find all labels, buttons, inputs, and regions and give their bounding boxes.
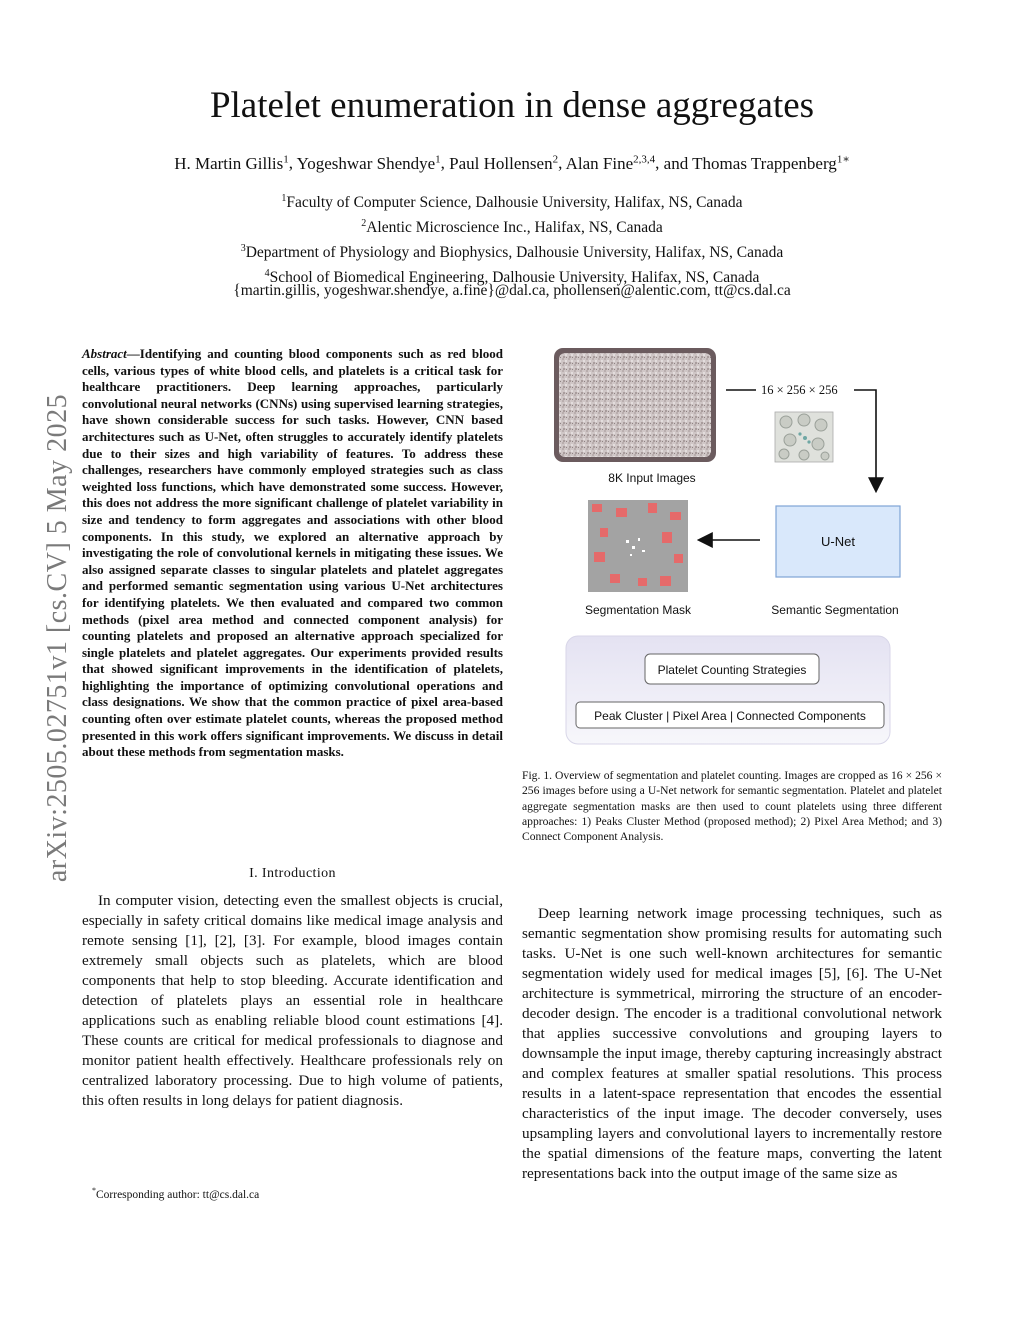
input-image-thumbnail (554, 348, 716, 462)
cropped-tile-thumbnail (775, 412, 833, 462)
segmentation-mask-label: Segmentation Mask (584, 603, 692, 617)
input-images-label: 8K Input Images (608, 471, 696, 485)
affiliation: $^2$Alentic Microscience Inc., Halifax, NS, Canada (361, 218, 663, 237)
affiliation: $^3$Department of Physiology and Biophysics, Dalhousie University, Halifax, NS, Canada (240, 243, 784, 262)
crop-dimensions-label: 16 × 256 × 256 (761, 383, 838, 397)
author: Yogeshwar Shendye$^1$ (296, 153, 441, 173)
author-emails: {martin.gillis, yogeshwar.shendye, a.fine}@dal.ca, phollensen@alentic.com, tt@cs.dal.ca (233, 282, 791, 299)
paragraph: Deep learning network image processing techniques, such as semantic segmentation show promising results for automating such tasks. U-Net is one such well-known architectures for semantic segmentation widely used for medical images [5], [6]. The U-Net architecture is symmetrical, mirroring the structure of an encoder-decoder design. The encoder is a traditional convolutional network that applies successive convolutions and grouping layers to downsample the input image, thereby capturing increasingly abstract and complex features at smaller spatial resolutions. This process results in a latent-space representation that encodes the essential characteristics of the input image. The decoder conversely, uses upsampling layers and convolutional layers to incrementally restore the spatial dimensions of the feature maps, converting the latent representations back into the output image of the same size as (522, 905, 942, 1182)
paper-title: Platelet enumeration in dense aggregates (209, 85, 815, 126)
abstract-text: —Identifying and counting blood components such as red blood cells, various types of white blood cells, and platelets is a critical task for healthcare practitioners. Deep learning approaches, particularly convolutional neural networks (CNNs) using supervised learning strategies, have shown considerable success for such tasks. However, CNN based architectures such as U-Net, often struggles to accurately identify platelets due to their sizes and high variability of features. To address these challenges, researchers have commonly employed strategies such as class weighted loss functions, which have demonstrated some success. However, this does not address the more significant challenge of platelet variability in size and tendency to form aggregates and associations with other blood components. In this study, we explored an alternative approach by investigating the role of convolutional kernels in mitigating these issues. We also assigned separate classes to singular platelets and platelet aggregates and performed semantic segmentation using various U-Net architectures for identifying platelets. We then evaluated and compared two common methods (pixel area method and connected component analysis) for counting platelets and proposed an alternative approach specialized for single platelets and platelet aggregates. Our experiments provided results that showed significant improvements in the identification of platelets, highlighting the importance of optimizing convolutional operations and class designations. We show that the common practice of pixel area-based counting often over estimate platelet counts, whereas the proposed method presented in this work offers significant improvements. We discuss in detail about these methods from segmentation masks. (82, 346, 503, 760)
methods-label: Peak Cluster | Pixel Area | Connected Components (594, 709, 866, 723)
semantic-segmentation-label: Semantic Segmentation (771, 603, 899, 617)
down-arrow (854, 390, 876, 490)
author: H. Martin Gillis$^1$ (174, 153, 289, 173)
right-column-body (522, 904, 942, 1184)
author: and Thomas Trappenberg$^{1∗}$ (663, 153, 850, 173)
affiliation: $^1$Faculty of Computer Science, Dalhousie University, Halifax, NS, Canada (281, 193, 743, 212)
affiliation: $^4$School of Biomedical Engineering, Dalhousie University, Halifax, NS, Canada (264, 268, 760, 287)
segmentation-mask-thumbnail (588, 500, 688, 592)
introduction-body (82, 891, 503, 1111)
author: Alan Fine$^{2,3,4}$ (565, 153, 656, 173)
author: Paul Hollensen$^2$ (449, 153, 559, 173)
arxiv-identifier: arXiv:2505.02751v1 [cs.CV] 5 May 2025 (42, 393, 73, 883)
section-heading-introduction: I. Introduction (249, 866, 336, 881)
paragraph: In computer vision, detecting even the smallest objects is crucial, especially in safety critical domains like medical image analysis and remote sensing [1], [2], [3]. For example, blood images contain extremely small objects such as platelets, which are blood components that help to stop bleeding. Accurate identification and detection of platelets plays an essential role in healthcare applications such as enabling reliable blood count estimations [4]. These counts are critical for medical professionals to diagnose and monitor patient health effectively. Healthcare professionals rely on centralized laboratory processing. Due to high volume of patients, this often results in long delays for patient diagnosis. (82, 892, 503, 1109)
author-list: H. Martin Gillis$^1$, Yogeshwar Shendye$^1$, Paul Hollensen$^2$, Alan Fine$^{2,3,4}$, and Thomas Trappenberg$^{1∗}$ (174, 153, 850, 173)
figure-caption: Fig. 1. Overview of segmentation and platelet counting. Images are cropped as 16 × 256 × 256 images before using a U-Net network for semantic segmentation. Platelet and platelet aggregate segmentation masks are then used to count platelets using three different approaches: 1) Peaks Cluster Method (proposed method); 2) Pixel Area Method; and 3) Connect Component Analysis. (522, 769, 942, 844)
figure-1 (520, 340, 942, 760)
affiliation-list (0, 188, 1024, 289)
abstract (82, 346, 503, 761)
abstract-label: Abstract (82, 346, 127, 361)
strategies-label: Platelet Counting Strategies (657, 663, 807, 677)
footnote: *Corresponding author: tt@cs.dal.ca (92, 1186, 260, 1201)
unet-label: U-Net (821, 534, 855, 549)
